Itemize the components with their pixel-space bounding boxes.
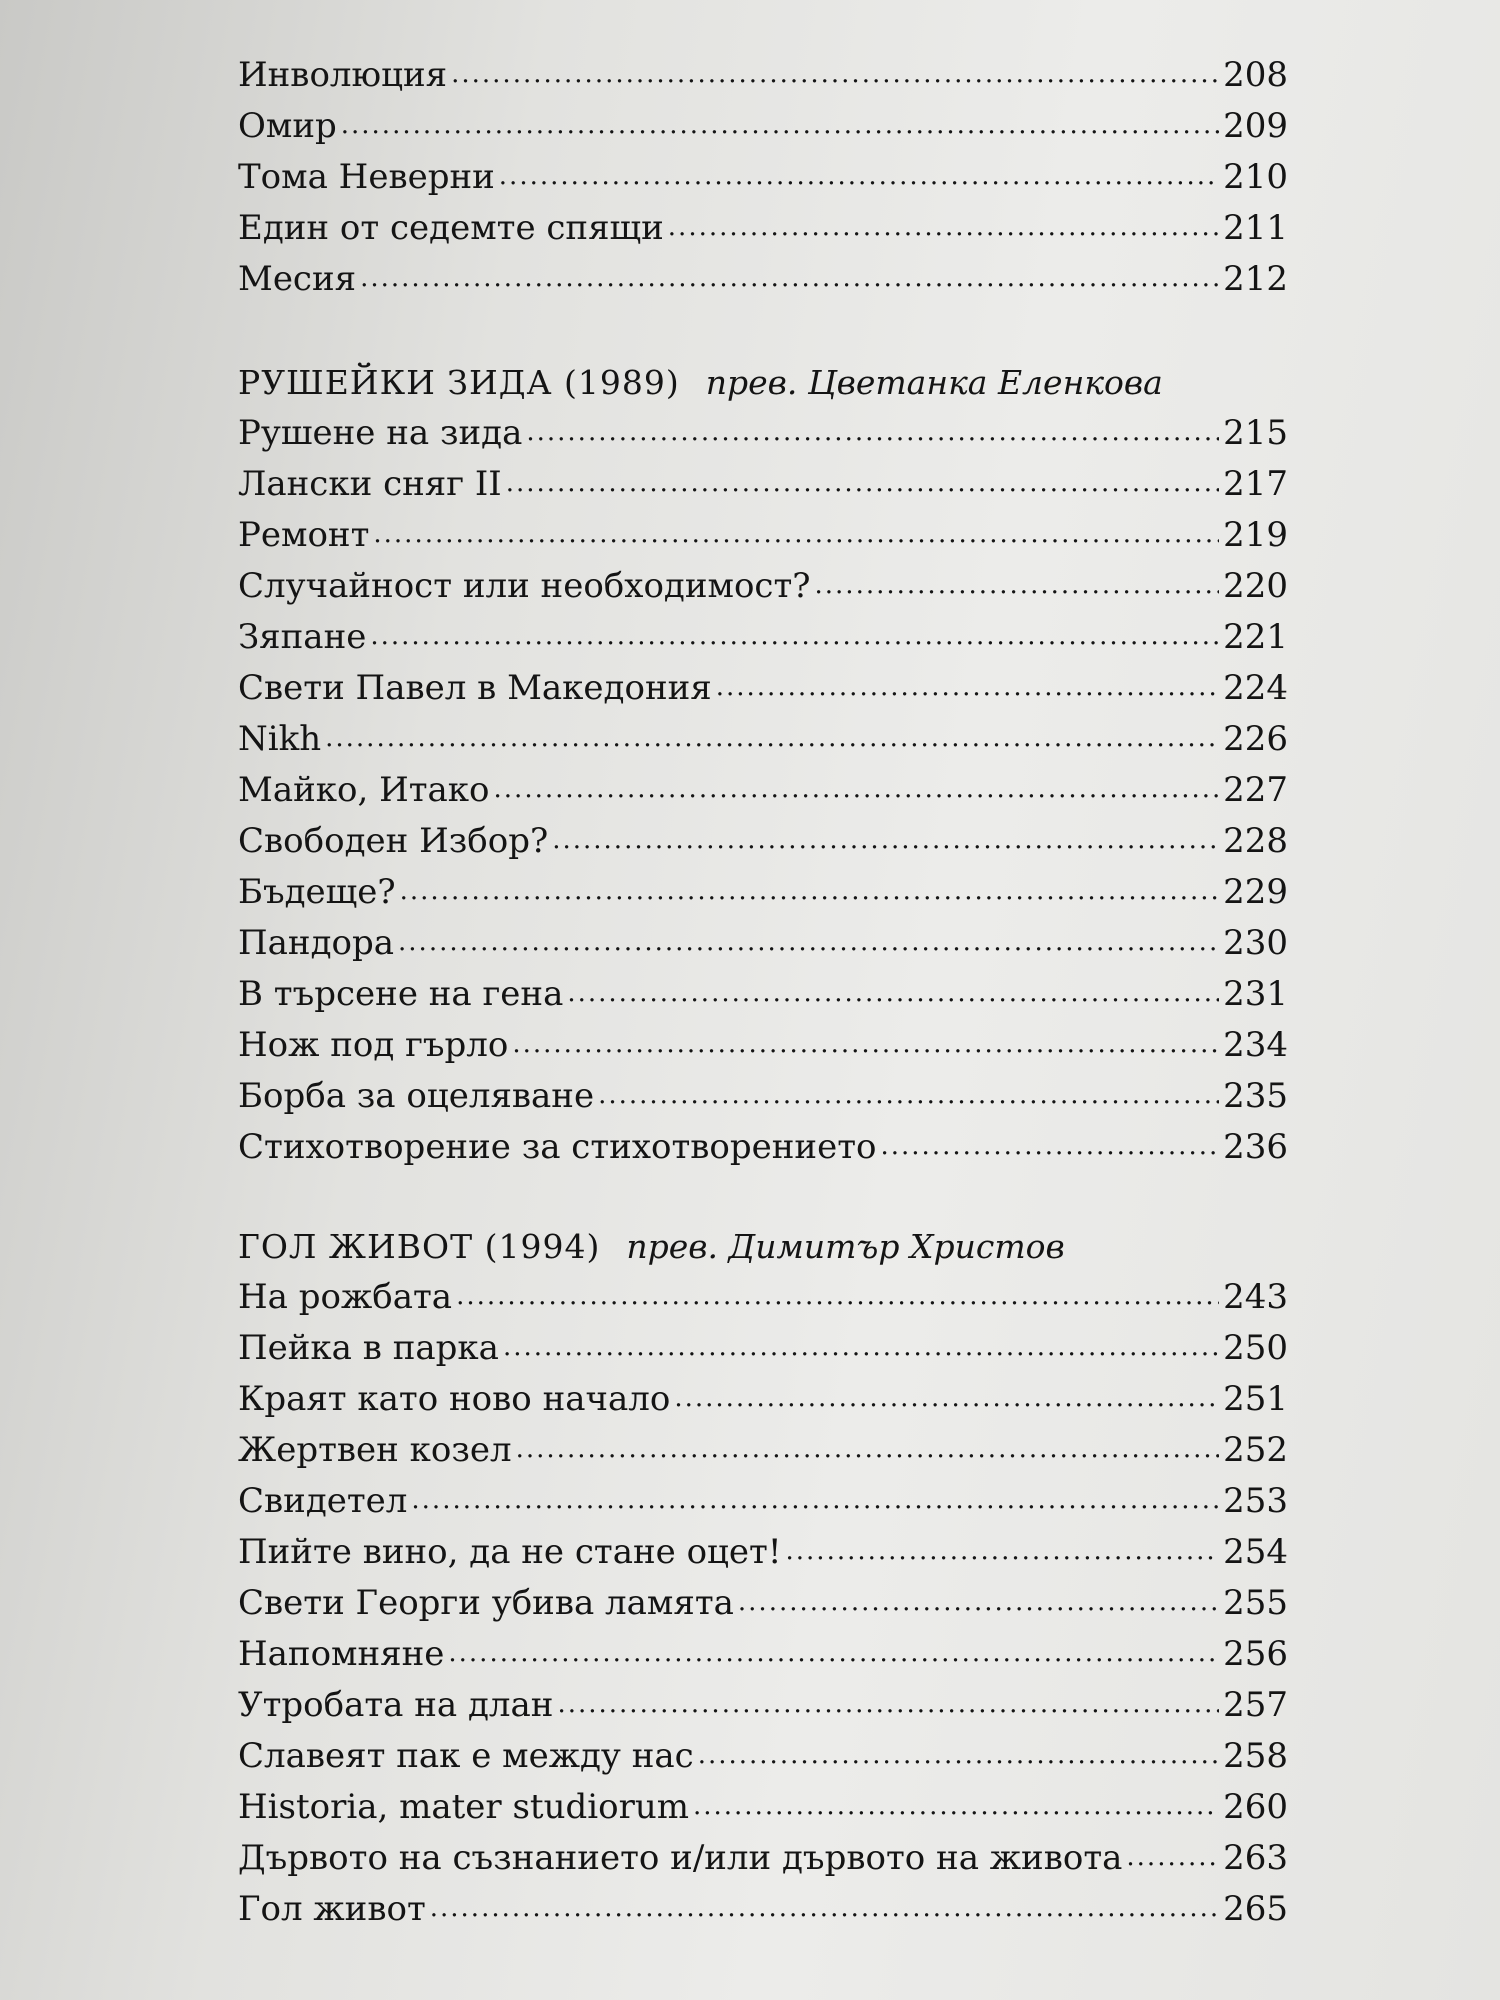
toc-entry [238,1323,1288,1374]
toc-entry [238,1680,1288,1731]
entry-page-number: 209 [1223,106,1288,146]
entry-page-number: 219 [1223,515,1288,555]
entry-title: Лански сняг II [238,464,502,504]
dot-leader [411,1472,1219,1526]
entry-page-number: 211 [1223,208,1288,248]
toc-entry [238,203,1288,254]
entry-title: Ремонт [238,515,370,555]
entry-page-number: 217 [1223,464,1288,504]
entry-page-number: 229 [1223,872,1288,912]
entry-page-number: 231 [1223,974,1288,1014]
dot-leader [512,1016,1219,1070]
entry-page-number: 260 [1223,1787,1288,1827]
toc-entry [238,663,1288,714]
entry-title: Нож под гърло [238,1025,509,1065]
section-title: ГОЛ ЖИВОТ (1994) [238,1227,601,1266]
toc-entry [238,561,1288,612]
entry-page-number: 210 [1223,157,1288,197]
dot-leader [526,404,1219,458]
toc-entry [238,254,1288,305]
section-gap [238,1173,1288,1221]
dot-leader [693,1778,1219,1832]
toc-entry [238,1629,1288,1680]
entry-page-number: 255 [1223,1583,1288,1623]
entry-page-number: 258 [1223,1736,1288,1776]
entry-title: Случайност или необходимост? [238,566,811,606]
entry-title: Тома Неверни [238,157,495,197]
entry-page-number: 236 [1223,1127,1288,1167]
dot-leader [448,1625,1219,1679]
entry-page-number: 256 [1223,1634,1288,1674]
toc-entry [238,1731,1288,1782]
dot-leader [552,812,1219,866]
entry-title: Славеят пак е между нас [238,1736,694,1776]
entry-page-number: 221 [1223,617,1288,657]
entry-page-number: 257 [1223,1685,1288,1725]
entry-title: Historia, mater studiorum [238,1787,689,1827]
toc-entry [238,1476,1288,1527]
dot-leader [738,1574,1219,1628]
toc-entry [238,1578,1288,1629]
entry-page-number: 263 [1223,1838,1288,1878]
entry-page-number: 230 [1223,923,1288,963]
toc-entry [238,1527,1288,1578]
dot-leader [341,97,1219,151]
dot-leader [598,1067,1219,1121]
entry-title: Зяпане [238,617,367,657]
dot-leader [360,250,1219,304]
toc-entry [238,1272,1288,1323]
toc-group-continued [238,50,1288,305]
entry-title: Стихотворение за стихотворението [238,1127,877,1167]
entry-title: Свети Павел в Македония [238,668,712,708]
entry-title: Инволюция [238,55,448,95]
toc-entry [238,1122,1288,1173]
toc-entry [238,1071,1288,1122]
entry-page-number: 234 [1223,1025,1288,1065]
entry-page-number: 251 [1223,1379,1288,1419]
toc-entry [238,152,1288,203]
entry-title: Един от седемте спящи [238,208,664,248]
entry-page-number: 235 [1223,1076,1288,1116]
entry-title: Майко, Итако [238,770,490,810]
entry-page-number: 265 [1223,1889,1288,1929]
entry-page-number: 212 [1223,259,1288,299]
dot-leader [674,1370,1219,1424]
dot-leader [716,659,1219,713]
dot-leader [430,1880,1219,1934]
entry-page-number: 208 [1223,55,1288,95]
entry-title: Краят като ново начало [238,1379,671,1419]
dot-leader [567,965,1219,1019]
entry-page-number: 215 [1223,413,1288,453]
toc-entry [238,714,1288,765]
entry-title: Дървото на съзнанието и/или дървото на живота [238,1838,1123,1878]
entry-title: Пийте вино, да не стане оцет! [238,1532,782,1572]
dot-leader [451,46,1219,100]
entry-title: Борба за оцеляване [238,1076,595,1116]
toc-entry [238,1425,1288,1476]
toc-entry [238,816,1288,867]
entry-page-number: 228 [1223,821,1288,861]
entry-title: Пандора [238,923,395,963]
toc-entry [238,969,1288,1020]
toc-section-rusheyki-zida [238,357,1288,1173]
dot-leader [400,863,1219,917]
toc-entry [238,459,1288,510]
dot-leader [516,1421,1219,1475]
entry-page-number: 227 [1223,770,1288,810]
entry-title: Напомняне [238,1634,445,1674]
dot-leader [373,506,1219,560]
section-title: РУШЕЙКИ ЗИДА (1989) [238,363,680,402]
dot-leader [786,1523,1220,1577]
dot-leader [1126,1829,1219,1883]
toc-entry [238,1782,1288,1833]
toc-entry [238,1020,1288,1071]
entry-title: Жертвен козел [238,1430,512,1470]
entry-title: Месия [238,259,357,299]
dot-leader [456,1268,1219,1322]
toc-entry [238,867,1288,918]
entry-title: Свидетел [238,1481,408,1521]
dot-leader [370,608,1219,662]
entry-page-number: 253 [1223,1481,1288,1521]
entry-title: На рожбата [238,1277,453,1317]
entry-page-number: 226 [1223,719,1288,759]
section-heading [238,357,1288,408]
toc-entry [238,918,1288,969]
toc-entry [238,1374,1288,1425]
entry-title: Nikh [238,719,322,759]
entry-title: Гол живот [238,1889,426,1929]
section-gap [238,305,1288,357]
dot-leader [494,761,1220,815]
section-translator: прев. Цветанка Еленкова [705,363,1163,402]
dot-leader [325,710,1219,764]
entry-title: Утробата на длан [238,1685,554,1725]
toc-entry [238,408,1288,459]
toc-entry [238,765,1288,816]
toc-entry [238,1884,1288,1935]
entry-title: Рушене на зида [238,413,523,453]
dot-leader [503,1319,1219,1373]
dot-leader [881,1118,1220,1172]
entry-page-number: 220 [1223,566,1288,606]
dot-leader [398,914,1219,968]
dot-leader [815,557,1220,611]
toc-entry [238,101,1288,152]
dot-leader [557,1676,1219,1730]
toc-entry [238,50,1288,101]
entry-title: Свободен Избор? [238,821,549,861]
entry-page-number: 252 [1223,1430,1288,1470]
toc-entry [238,510,1288,561]
toc-section-gol-zhivot [238,1221,1288,1935]
entry-title: Пейка в парка [238,1328,499,1368]
entry-title: В търсене на гена [238,974,564,1014]
entry-page-number: 224 [1223,668,1288,708]
entry-page-number: 254 [1223,1532,1288,1572]
dot-leader [668,199,1219,253]
dot-leader [506,455,1219,509]
entry-title: Омир [238,106,337,146]
entry-title: Бъдеще? [238,872,396,912]
dot-leader [499,148,1219,202]
dot-leader [698,1727,1219,1781]
entry-page-number: 250 [1223,1328,1288,1368]
entry-title: Свети Георги убива ламята [238,1583,734,1623]
section-translator: прев. Димитър Христов [626,1227,1065,1266]
toc-entry [238,1833,1288,1884]
table-of-contents [238,50,1288,1935]
toc-entry [238,612,1288,663]
section-heading [238,1221,1288,1272]
entry-page-number: 243 [1223,1277,1288,1317]
